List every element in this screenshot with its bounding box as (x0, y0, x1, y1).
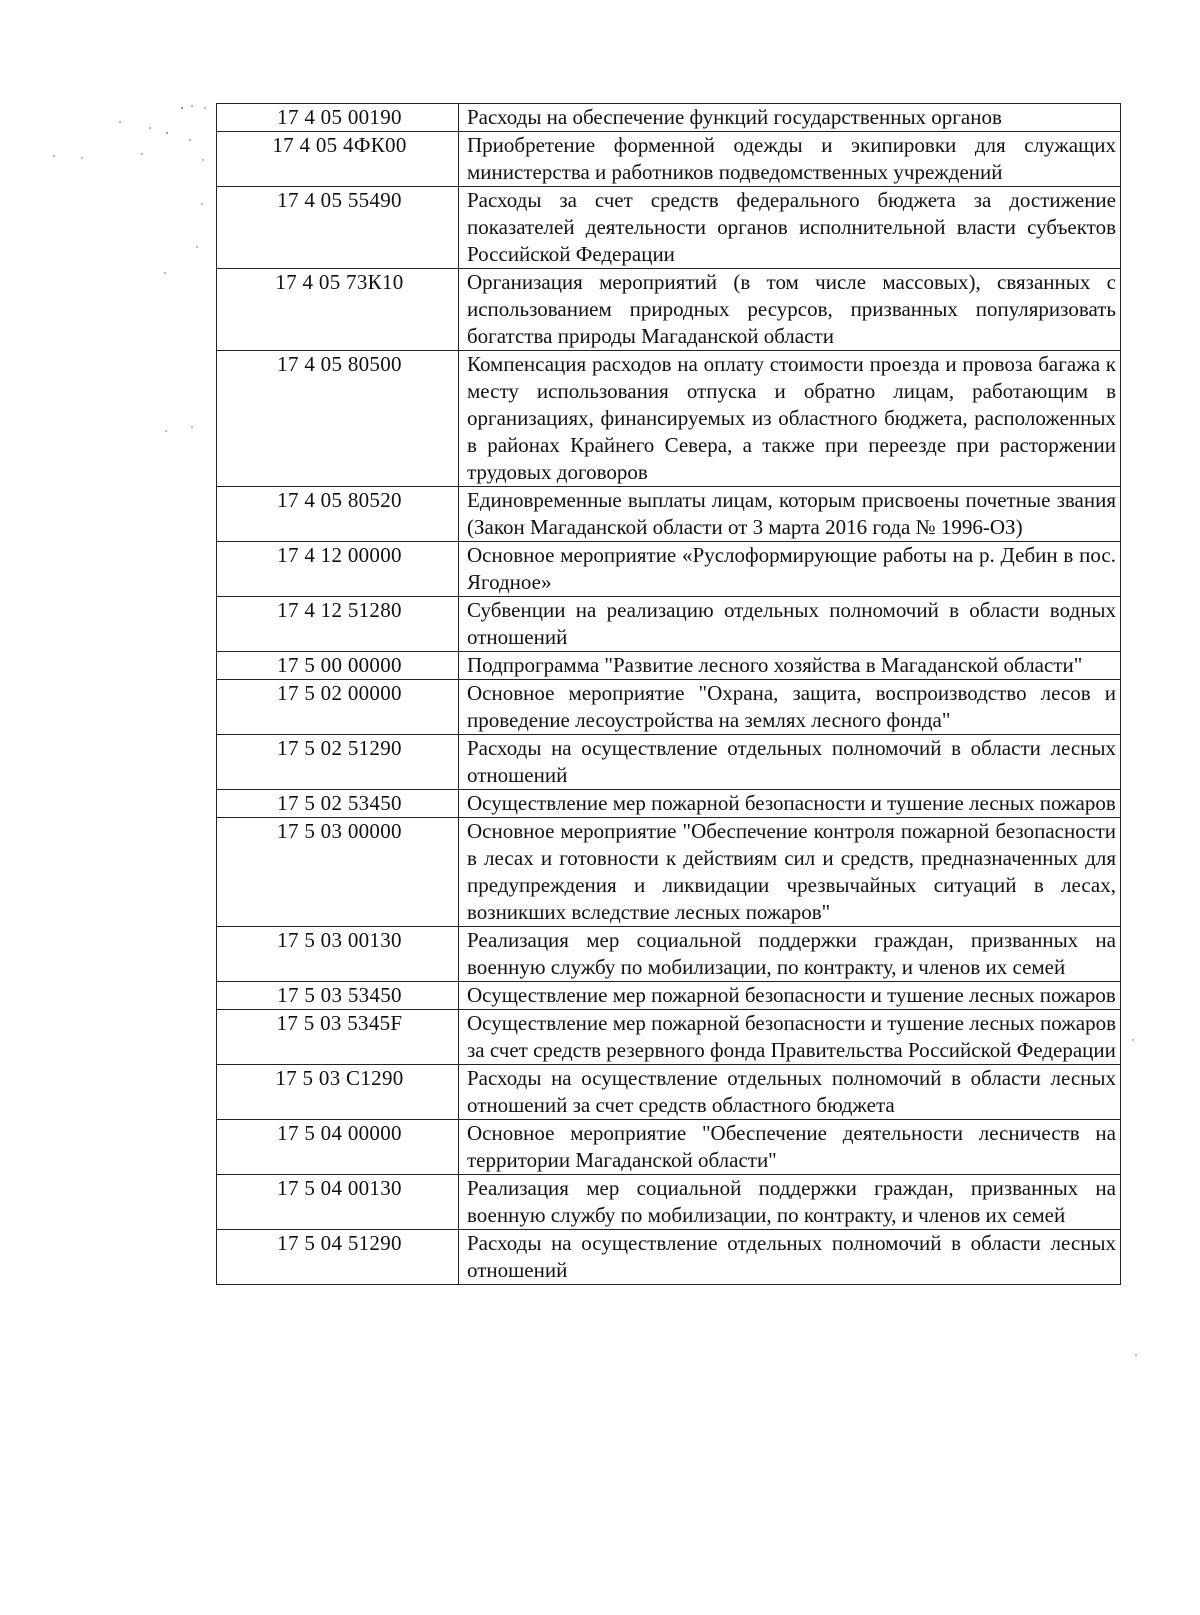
table-row (217, 187, 1121, 269)
table-row (217, 818, 1121, 927)
table-row (217, 652, 1121, 680)
description-cell: Субвенции на реализацию отдельных полномочий в области водных отношений (459, 597, 1121, 652)
description-cell: Единовременные выплаты лицам, которым присвоены почетные звания (Закон Магаданской области от 3 марта 2016 года № 1996-ОЗ) (459, 487, 1121, 542)
code-cell: 17 5 02 51290 (217, 735, 459, 790)
table-row (217, 680, 1121, 735)
table-row (217, 1010, 1121, 1065)
code-cell: 17 4 05 4ФК00 (217, 132, 459, 187)
code-cell: 17 4 05 00190 (217, 104, 459, 132)
description-cell: Расходы за счет средств федерального бюджета за достижение показателей деятельности органов исполнительной власти субъектов Российской Федерации (459, 187, 1121, 269)
code-cell: 17 5 03 5345F (217, 1010, 459, 1065)
description-cell: Осуществление мер пожарной безопасности и тушение лесных пожаров (459, 982, 1121, 1010)
code-cell: 17 5 04 51290 (217, 1230, 459, 1285)
table-row (217, 790, 1121, 818)
table-row (217, 1120, 1121, 1175)
code-cell: 17 5 02 53450 (217, 790, 459, 818)
table-row (217, 351, 1121, 487)
description-cell: Расходы на осуществление отдельных полномочий в области лесных отношений (459, 735, 1121, 790)
description-cell: Организация мероприятий (в том числе массовых), связанных с использованием природных ресурсов, призванных популяризовать богатства природы Магаданской области (459, 269, 1121, 351)
code-cell: 17 4 12 00000 (217, 542, 459, 597)
description-cell: Основное мероприятие «Руслоформирующие работы на р. Дебин в пос. Ягодное» (459, 542, 1121, 597)
code-cell: 17 4 05 80500 (217, 351, 459, 487)
table-row (217, 1230, 1121, 1285)
budget-codes-table (216, 103, 1121, 1285)
table-row (217, 982, 1121, 1010)
table-row (217, 132, 1121, 187)
table-row (217, 1175, 1121, 1230)
code-cell: 17 5 03 00130 (217, 927, 459, 982)
table-row (217, 487, 1121, 542)
description-cell: Основное мероприятие "Обеспечение контроля пожарной безопасности в лесах и готовности к действиям сил и средств, предназначенных для предупреждения и ликвидации чрезвычайных ситуаций в лесах, возникших вследствие лесных пожаров" (459, 818, 1121, 927)
code-cell: 17 5 03 53450 (217, 982, 459, 1010)
table-row (217, 542, 1121, 597)
table-row (217, 735, 1121, 790)
code-cell: 17 5 04 00130 (217, 1175, 459, 1230)
description-cell: Основное мероприятие "Охрана, защита, воспроизводство лесов и проведение лесоустройства на землях лесного фонда" (459, 680, 1121, 735)
code-cell: 17 4 05 73К10 (217, 269, 459, 351)
description-cell: Приобретение форменной одежды и экипировки для служащих министерства и работников подведомственных учреждений (459, 132, 1121, 187)
description-cell: Расходы на обеспечение функций государственных органов (459, 104, 1121, 132)
code-cell: 17 5 00 00000 (217, 652, 459, 680)
table-row (217, 269, 1121, 351)
description-cell: Компенсация расходов на оплату стоимости проезда и провоза багажа к месту использования отпуска и обратно лицам, работающим в организациях, финансируемых из областного бюджета, расположенных в районах Крайнего Севера, а также при переезде при расторжении трудовых договоров (459, 351, 1121, 487)
code-cell: 17 5 02 00000 (217, 680, 459, 735)
code-cell: 17 4 05 80520 (217, 487, 459, 542)
code-cell: 17 5 03 С1290 (217, 1065, 459, 1120)
table-row (217, 597, 1121, 652)
description-cell: Расходы на осуществление отдельных полномочий в области лесных отношений (459, 1230, 1121, 1285)
description-cell: Осуществление мер пожарной безопасности и тушение лесных пожаров (459, 790, 1121, 818)
description-cell: Реализация мер социальной поддержки граждан, призванных на военную службу по мобилизации, по контракту, и членов их семей (459, 927, 1121, 982)
description-cell: Реализация мер социальной поддержки граждан, призванных на военную службу по мобилизации, по контракту, и членов их семей (459, 1175, 1121, 1230)
table-row (217, 1065, 1121, 1120)
code-cell: 17 4 05 55490 (217, 187, 459, 269)
code-cell: 17 5 03 00000 (217, 818, 459, 927)
table-row (217, 104, 1121, 132)
description-cell: Подпрограмма "Развитие лесного хозяйства в Магаданской области" (459, 652, 1121, 680)
description-cell: Осуществление мер пожарной безопасности и тушение лесных пожаров за счет средств резервного фонда Правительства Российской Федерации (459, 1010, 1121, 1065)
description-cell: Основное мероприятие "Обеспечение деятельности лесничеств на территории Магаданской области" (459, 1120, 1121, 1175)
description-cell: Расходы на осуществление отдельных полномочий в области лесных отношений за счет средств областного бюджета (459, 1065, 1121, 1120)
code-cell: 17 5 04 00000 (217, 1120, 459, 1175)
table-row (217, 927, 1121, 982)
code-cell: 17 4 12 51280 (217, 597, 459, 652)
